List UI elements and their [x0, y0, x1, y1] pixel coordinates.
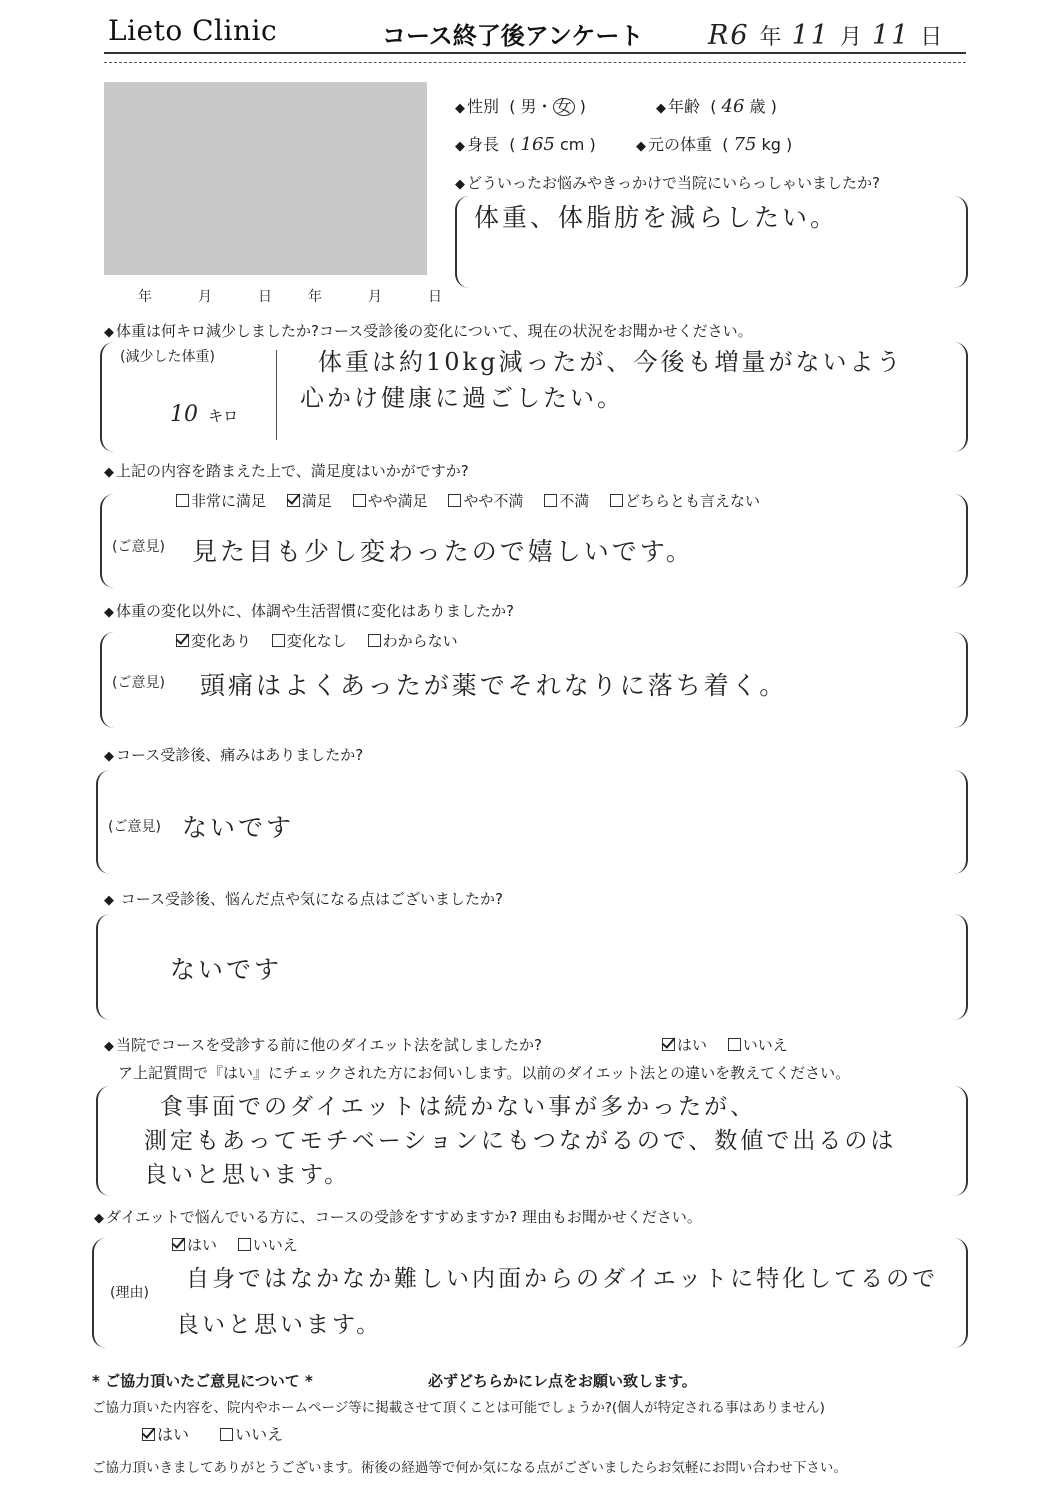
option-no[interactable]: いいえ — [728, 1036, 788, 1054]
q-recommend-answer-line1: 自身ではなかなか難しい内面からのダイエットに特化してるので — [186, 1266, 939, 1292]
checkbox-icon — [272, 634, 285, 647]
q-condition-answer: 頭痛はよくあったが薬でそれなりに落ち着く。 — [200, 671, 788, 700]
date-month-unit: 月 — [839, 25, 862, 50]
header-rule — [104, 52, 966, 54]
q-satisfaction-heading: ◆ 上記の内容を踏まえた上で、満足度はいかがですか? — [104, 462, 469, 480]
recommend-options — [172, 1234, 314, 1255]
option-yes[interactable]: はい — [142, 1425, 189, 1444]
q-pain-answer: ないです — [182, 813, 295, 842]
clinic-logo: Lieto Clinic — [108, 14, 278, 47]
bracket-right — [952, 1238, 968, 1348]
condition-options — [176, 630, 474, 651]
option-very-satisfied[interactable]: 非常に満足 — [176, 492, 266, 510]
checkbox-checked-icon — [142, 1428, 155, 1441]
date-day-unit: 日 — [920, 25, 943, 50]
photo-date-after: 年 月 日 — [308, 289, 442, 305]
date-year-unit: 年 — [759, 25, 782, 50]
opinion-label: (ご意見) — [112, 675, 165, 691]
weight-divider — [276, 350, 277, 440]
date-era-year: R6 — [708, 20, 750, 51]
opinion-label: (ご意見) — [112, 539, 165, 555]
reduced-weight-value: 10 キロ — [170, 402, 239, 427]
q-weight-answer-line1: 体重は約10kg減ったが、今後も増量がないよう — [318, 348, 904, 376]
q-weight-answer-line2: 心かけ健康に過ごしたい。 — [300, 384, 624, 412]
satisfaction-options — [176, 490, 776, 511]
bracket-right — [952, 494, 968, 588]
consent-request: 必ずどちらかにレ点をお願い致します。 — [428, 1372, 697, 1390]
reduced-weight-label: (減少した体重) — [120, 349, 215, 365]
gender-female-circled: 女 — [553, 98, 575, 116]
age-field: ◆ 年齢 ( 46 歳 ) — [656, 96, 777, 117]
height-field: ◆ 身長 ( 165 cm ) — [455, 134, 596, 155]
q-other-diet-answer-line1: 食事面でのダイエットは続かない事が多かったが、 — [160, 1094, 757, 1120]
redacted-photo — [104, 82, 427, 275]
checkbox-icon — [176, 494, 189, 507]
bracket-left — [96, 914, 112, 1020]
checkbox-checked-icon — [662, 1038, 675, 1051]
age-value: 46 — [721, 96, 745, 117]
option-no[interactable]: いいえ — [220, 1425, 283, 1444]
bracket-left — [96, 1086, 112, 1196]
q-concern-heading: ◆ コース受診後、悩んだ点や気になる点はございましたか? — [104, 890, 503, 908]
checkbox-icon — [220, 1428, 233, 1441]
bracket-left — [92, 1238, 108, 1348]
option-somewhat-satisfied[interactable]: やや満足 — [353, 492, 428, 510]
thanks-note: ご協力頂いきましてありがとうございます。術後の経過等で何か気になる点がございましたらお気軽にお問い合わせ下さい。 — [92, 1460, 847, 1476]
checkbox-icon — [448, 494, 461, 507]
checkbox-icon — [544, 494, 557, 507]
q-other-diet-followup: ア上記質問で『はい』にチェックされた方にお伺いします。以前のダイエット法との違いを教えてください。 — [118, 1064, 851, 1082]
photo-date-before: 年 月 日 — [138, 289, 272, 305]
bracket-left — [100, 342, 116, 452]
option-no-change[interactable]: 変化なし — [272, 632, 347, 650]
q-other-diet-heading: ◆ 当院でコースを受診する前に他のダイエット法を試しましたか? — [104, 1036, 543, 1054]
checkbox-checked-icon — [287, 494, 300, 507]
header-rule-dashed — [104, 62, 966, 63]
consent-question: ご協力頂いた内容を、院内やホームページ等に掲載させて頂くことは可能でしょうか?(個人が特定される事はありません) — [92, 1400, 825, 1416]
consent-options — [142, 1422, 299, 1445]
gender-field: ◆ 性別 ( 男・ 女 ) — [455, 97, 586, 116]
form-date — [708, 20, 952, 51]
date-month: 11 — [791, 20, 830, 51]
option-satisfied[interactable]: 満足 — [287, 492, 332, 510]
height-value: 165 — [520, 134, 555, 155]
checkbox-checked-icon — [176, 634, 189, 647]
date-day: 11 — [871, 20, 911, 51]
gender-male: 男 — [520, 97, 537, 116]
option-somewhat-dissatisfied[interactable]: やや不満 — [448, 492, 523, 510]
option-dissatisfied[interactable]: 不満 — [544, 492, 589, 510]
q-weight-heading: ◆ 体重は何キロ減少しましたか?コース受診後の変化について、現在の状況をお聞かせください。 — [104, 322, 753, 340]
option-changed[interactable]: 変化あり — [176, 632, 251, 650]
q-recommend-answer-line2: 良いと思います。 — [176, 1312, 383, 1338]
checkbox-checked-icon — [172, 1238, 185, 1251]
bracket-right — [952, 342, 968, 452]
checkbox-icon — [353, 494, 366, 507]
reason-label: (理由) — [110, 1285, 149, 1301]
q-other-diet-answer-line3: 良いと思います。 — [144, 1162, 351, 1188]
option-yes[interactable]: はい — [662, 1036, 707, 1054]
checkbox-icon — [728, 1038, 741, 1051]
q-concern-answer: ないです — [170, 955, 283, 984]
option-neither[interactable]: どちらとも言えない — [610, 492, 760, 510]
bracket-right — [952, 914, 968, 1020]
bracket-right — [952, 770, 968, 874]
weight-value: 75 — [733, 134, 757, 155]
other-diet-options — [662, 1034, 804, 1055]
q-other-diet-answer-line2: 測定もあってモチベーションにもつながるので、数値で出るのは — [144, 1128, 897, 1154]
bracket-right — [952, 196, 968, 288]
q-pain-heading: ◆ コース受診後、痛みはありましたか? — [104, 746, 364, 764]
option-yes[interactable]: はい — [172, 1236, 217, 1254]
form-title: コース終了後アンケート — [382, 22, 644, 50]
bracket-right — [952, 632, 968, 728]
consent-heading: * ご協力頂いたご意見について * — [92, 1372, 313, 1390]
q-recommend-heading: ◆ ダイエットで悩んでいる方に、コースの受診をすすめますか? 理由もお聞かせください。 — [94, 1208, 702, 1226]
q-reason-heading: ◆ どういったお悩みやきっかけで当院にいらっしゃいましたか? — [455, 174, 880, 192]
bracket-right — [952, 1086, 968, 1196]
checkbox-icon — [610, 494, 623, 507]
option-unknown[interactable]: わからない — [368, 632, 458, 650]
weight-field: ◆ 元の体重 ( 75 kg ) — [636, 134, 793, 155]
q-satisfaction-answer: 見た目も少し変わったので嬉しいです。 — [192, 537, 694, 566]
q-condition-heading: ◆ 体重の変化以外に、体調や生活習慣に変化はありましたか? — [104, 602, 514, 620]
checkbox-icon — [238, 1238, 251, 1251]
option-no[interactable]: いいえ — [238, 1236, 298, 1254]
q-reason-answer: 体重、体脂肪を減らしたい。 — [474, 203, 839, 232]
checkbox-icon — [368, 634, 381, 647]
opinion-label: (ご意見) — [108, 819, 161, 835]
bracket-left — [455, 196, 471, 288]
